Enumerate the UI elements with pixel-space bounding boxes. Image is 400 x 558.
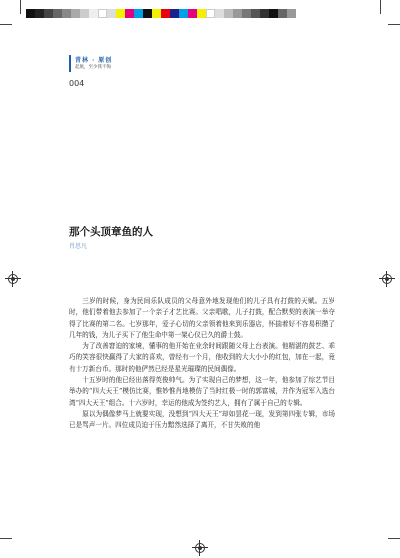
series-subtitle: 起航，至少我不悔 xyxy=(75,65,111,70)
paragraph: 十五岁时的他已经出落得英俊帅气。为了实现自己的梦想，这一年，他参加了综艺节目举办的“四大天王”模仿比赛，惟妙惟肖地模仿了当时红极一时的郭富城，并作为冠军入选台湾“四大天王”组合。十六岁时，幸运的他成为签约艺人，拥有了属于自己的专辑。 xyxy=(69,376,335,407)
crop-mark xyxy=(20,0,21,14)
paragraph: 为了改善窘迫的家境，懂事的他开始在业余时间跟随父母上台表演。他精湛的鼓艺、乖巧的笑容很快赢得了大家的喜欢，曾经有一个月，他收到的大大小小的红包，加在一起，竟有十万新台币。那时的他俨然已经是星光璀璨的民间偶像。 xyxy=(69,342,335,373)
paragraph: 原以为偶像梦马上就要实现，没想到“四大天王”却如昙花一现，发到第四张专辑，市场已是骂声一片。四位成员迫于压力黯然选择了离开，不甘失败的他 xyxy=(69,409,335,430)
registration-mark-left xyxy=(8,274,18,284)
printer-color-bar xyxy=(26,9,296,18)
series-title: 青林 · 原创 xyxy=(75,57,113,64)
crop-mark xyxy=(380,0,381,14)
header-accent-bar xyxy=(69,55,71,72)
paragraph: 三岁的时候，身为民间乐队成员的父母意外地发现他们的儿子具有打鼓的天赋。五岁时，他们带着他去参加了一个亲子才艺比赛。父亲唱歌，儿子打鼓，配合默契的表演一举夺得了比赛的第二名。七岁那年，爱子心切的父亲领着他来到乐器店，怀揣着好不容易积攒了几年的钱，为儿子买下了他生命中第一架心仪已久的爵士鼓。 xyxy=(69,297,335,339)
page-number: 004 xyxy=(69,79,85,88)
crop-mark xyxy=(0,538,12,539)
registration-mark-right xyxy=(382,274,392,284)
article-author: 肖思凡 xyxy=(69,243,88,250)
crop-mark xyxy=(388,24,400,25)
registration-mark-bottom xyxy=(195,543,205,553)
crop-mark xyxy=(0,24,12,25)
article-title: 那个头顶章鱼的人 xyxy=(69,226,153,238)
article-body xyxy=(69,296,335,432)
crop-mark xyxy=(388,538,400,539)
